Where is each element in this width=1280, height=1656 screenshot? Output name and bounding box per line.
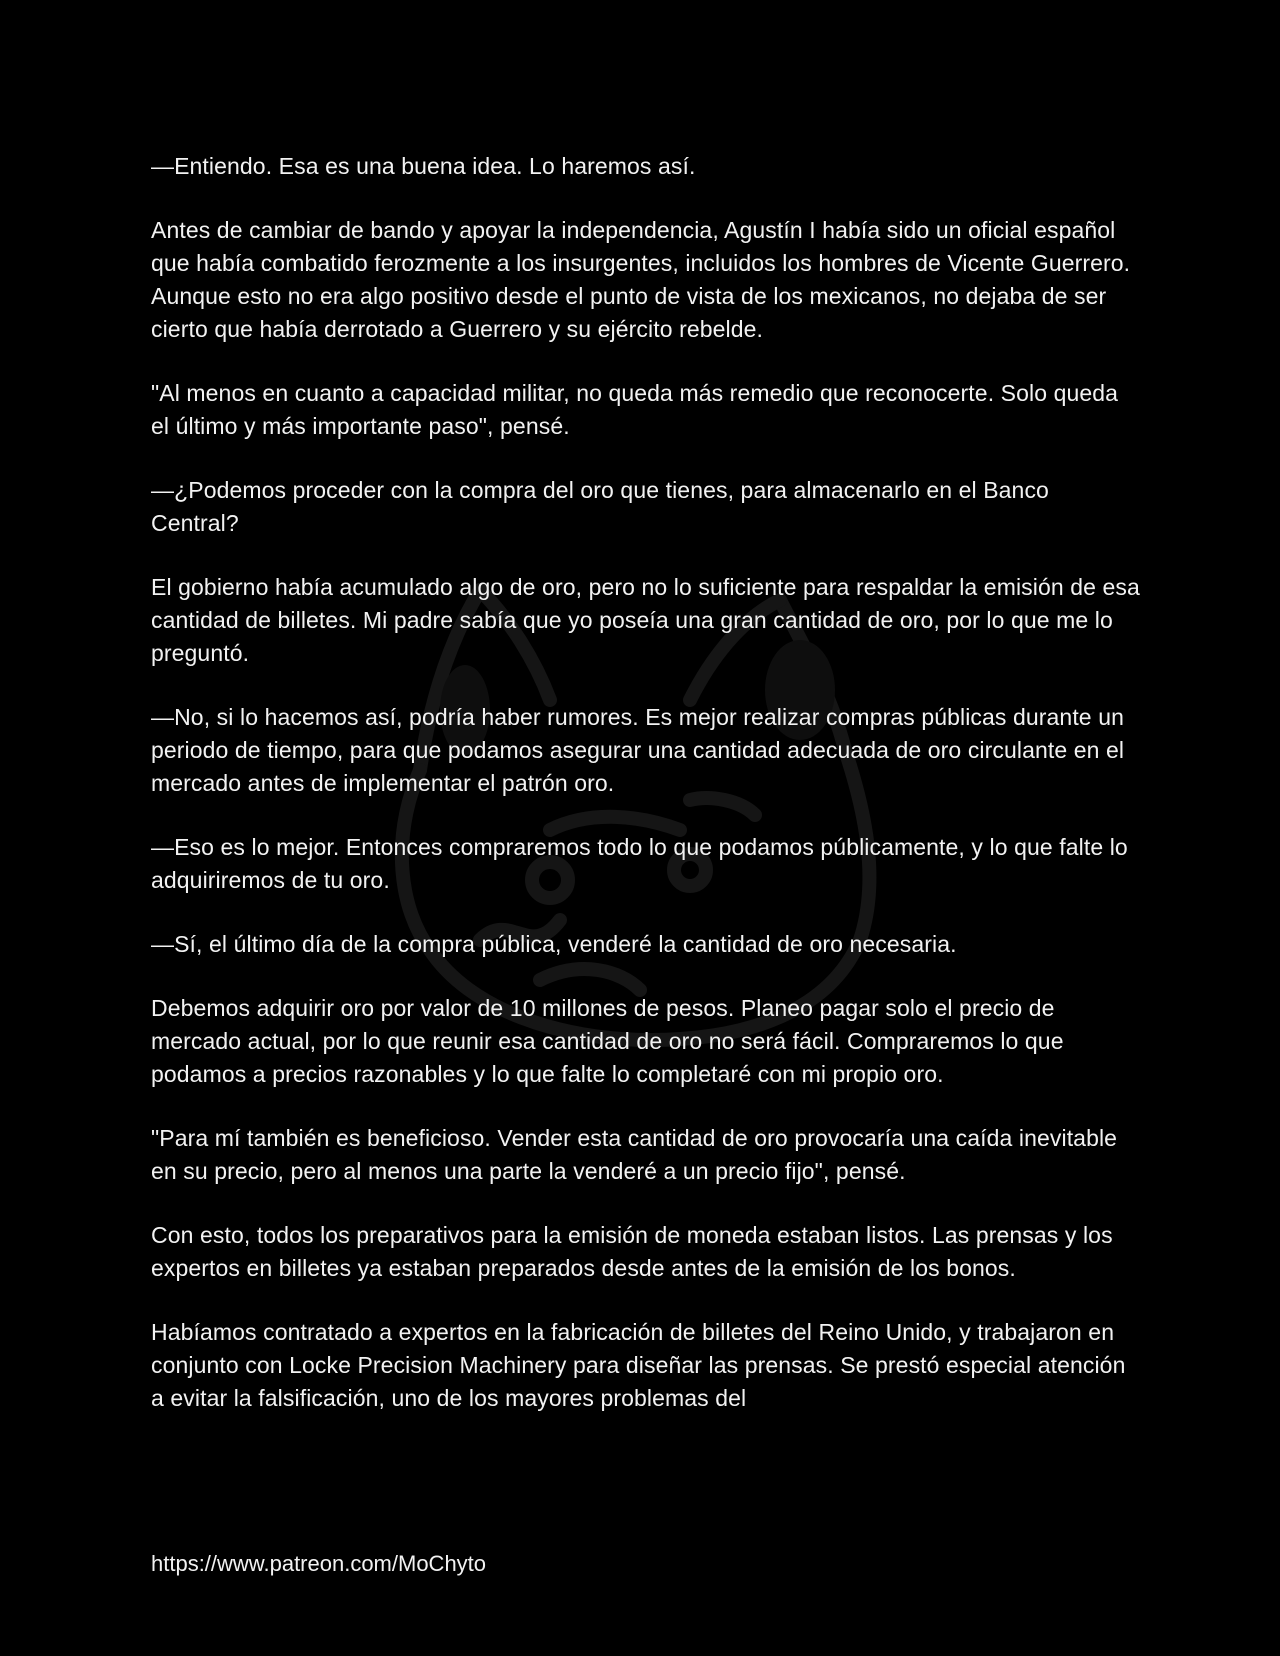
paragraph: Con esto, todos los preparativos para la emisión de moneda estaban listos. Las prensas y los expertos en billetes ya estaban preparados desde antes de la emisión de los bonos. — [151, 1222, 1113, 1281]
patreon-link[interactable]: https://www.patreon.com/MoChyto — [151, 1551, 487, 1576]
paragraph: —No, si lo hacemos así, podría haber rumores. Es mejor realizar compras públicas durante un periodo de tiempo, para que podamos asegurar una cantidad adecuada de oro circulante en el mercado antes de implementar el patrón oro. — [151, 704, 1125, 796]
paragraph: —Eso es lo mejor. Entonces compraremos todo lo que podamos públicamente, y lo que falte lo adquiriremos de tu oro. — [151, 834, 1128, 893]
paragraph: Antes de cambiar de bando y apoyar la independencia, Agustín I había sido un oficial español que había combatido ferozmente a los insurgentes, incluidos los hombres de Vicente Guerrero. Aunque esto no era algo positivo desde el punto de vista de los mexicanos, no dejaba de ser cierto que había derrotado a Guerrero y su ejército rebelde. — [151, 217, 1131, 342]
paragraph: —¿Podemos proceder con la compra del oro que tienes, para almacenarlo en el Banco Central? — [151, 477, 1049, 536]
paragraph: Debemos adquirir oro por valor de 10 millones de pesos. Planeo pagar solo el precio de mercado actual, por lo que reunir esa cantidad de oro no será fácil. Compraremos lo que podamos a precios razonables y lo que falte lo completaré con mi propio oro. — [151, 995, 1064, 1087]
paragraph: —Sí, el último día de la compra pública, venderé la cantidad de oro necesaria. — [151, 931, 957, 957]
paragraph: —Entiendo. Esa es una buena idea. Lo haremos así. — [151, 153, 696, 179]
document-body — [151, 150, 1141, 1446]
paragraph: "Para mí también es beneficioso. Vender esta cantidad de oro provocaría una caída inevitable en su precio, pero al menos una parte la venderé a un precio fijo", pensé. — [151, 1125, 1118, 1184]
paragraph: "Al menos en cuanto a capacidad militar, no queda más remedio que reconocerte. Solo queda el último y más importante paso", pensé. — [151, 380, 1119, 439]
paragraph: Habíamos contratado a expertos en la fabricación de billetes del Reino Unido, y trabajaron en conjunto con Locke Precision Machinery para diseñar las prensas. Se prestó especial atención a evitar la falsificación, uno de los mayores problemas del — [151, 1319, 1126, 1411]
paragraph: El gobierno había acumulado algo de oro, pero no lo suficiente para respaldar la emisión de esa cantidad de billetes. Mi padre sabía que yo poseía una gran cantidad de oro, por lo que me lo preguntó. — [151, 574, 1140, 666]
